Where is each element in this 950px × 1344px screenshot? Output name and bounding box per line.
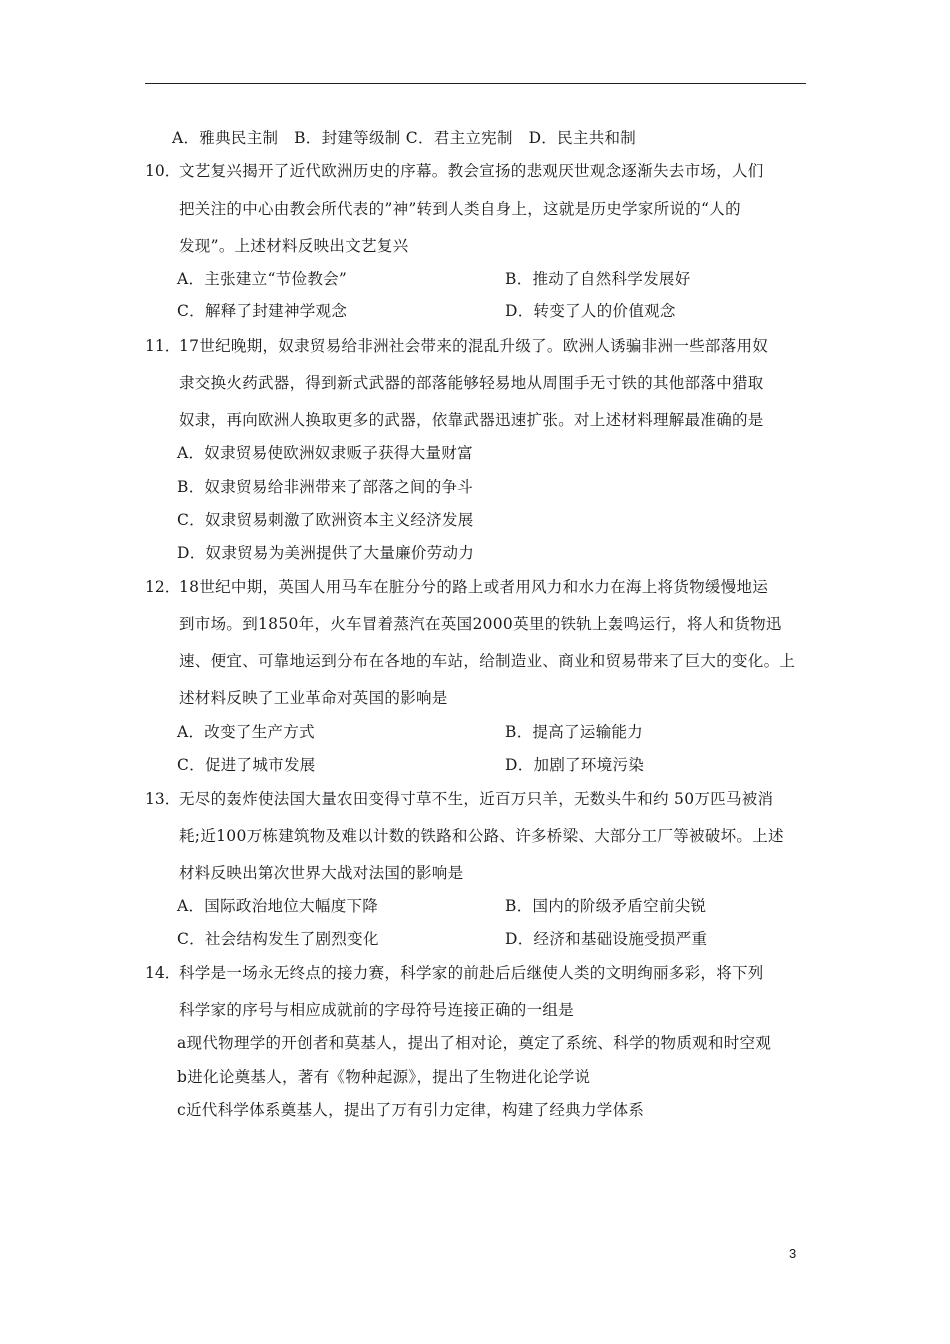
q13-stem-line-1: 无尽的轰炸使法国大量农田变得寸草不生，近百万只羊，无数头牛和约 50万匹马被消 bbox=[179, 790, 774, 808]
q10-stem-line-1: 文艺复兴揭开了近代欧洲历史的序幕。教会宣扬的悲观厌世观念逐渐失去市场，人们 bbox=[179, 162, 764, 180]
q10-option-d: D．转变了人的价值观念 bbox=[505, 302, 676, 320]
q12-number: 12． bbox=[145, 578, 181, 596]
q11-option-c: C．奴隶贸易刺激了欧洲资本主义经济发展 bbox=[177, 511, 474, 529]
q14-stem-line-2: 科学家的序号与相应成就前的字母符号连接正确的一组是 bbox=[179, 1001, 575, 1019]
q13-stem-line-3: 材料反映出第次世界大战对法国的影响是 bbox=[179, 864, 464, 882]
q11-number: 11． bbox=[145, 337, 181, 355]
q12-option-d: D．加剧了环境污染 bbox=[505, 756, 645, 774]
q12-option-c: C．促进了城市发展 bbox=[177, 756, 316, 774]
q12-stem-line-1: 18世纪中期，英国人用马车在脏分兮的路上或者用风力和水力在海上将货物缓慢地运 bbox=[179, 578, 769, 596]
q10-stem-line-3: 发现”。上述材料反映出文艺复兴 bbox=[179, 237, 409, 255]
q14-item-a: a现代物理学的开创者和莫基人，提出了相对论，奠定了系统、科学的物质观和时空观 bbox=[177, 1034, 772, 1052]
q12-option-a: A．改变了生产方式 bbox=[177, 723, 315, 741]
q10-number: 10． bbox=[145, 162, 181, 180]
q9-options: A．雅典民主制 B．封建等级制 C．君主立宪制 D．民主共和制 bbox=[172, 129, 637, 147]
header-rule bbox=[145, 83, 806, 84]
q11-option-d: D．奴隶贸易为美洲提供了大量廉价劳动力 bbox=[177, 544, 475, 562]
q11-stem-line-3: 奴隶，再向欧洲人换取更多的武器，依靠武器迅速扩张。对上述材料理解最准确的是 bbox=[179, 411, 764, 429]
q12-option-b: B．提高了运输能力 bbox=[505, 723, 644, 741]
q11-stem-line-1: 17世纪晚期，奴隶贸易给非洲社会带来的混乱升级了。欧洲人诱骗非洲一些部落用奴 bbox=[179, 337, 769, 355]
q13-option-b: B．国内的阶级矛盾空前尖锐 bbox=[505, 897, 707, 915]
page-number: 3 bbox=[789, 1246, 797, 1261]
q12-stem-line-4: 述材料反映了工业革命对英国的影响是 bbox=[179, 689, 448, 707]
q11-stem-line-2: 隶交换火药武器，得到新式武器的部落能够轻易地从周围手无寸铁的其他部落中猎取 bbox=[179, 374, 764, 392]
q10-option-b: B．推动了自然科学发展好 bbox=[505, 270, 691, 288]
q12-stem-line-2: 到市场。到1850年，火车冒着蒸汽在英国2000英里的铁轨上轰鸣运行，将人和货物迅 bbox=[179, 615, 782, 633]
q10-option-a: A．主张建立“节俭教会” bbox=[177, 270, 348, 288]
q14-stem-line-1: 科学是一场永无终点的接力赛，科学家的前赴后后继使人类的文明绚丽多彩，将下列 bbox=[179, 964, 764, 982]
q13-option-d: D．经济和基础设施受损严重 bbox=[505, 930, 708, 948]
q12-stem-line-3: 速、便宜、可靠地运到分布在各地的车站，给制造业、商业和贸易带来了巨大的变化。上 bbox=[179, 652, 796, 670]
q13-stem-line-2: 耗;近100万栋建筑物及难以计数的铁路和公路、许多桥梁、大部分工厂等被破坏。上述 bbox=[179, 827, 784, 845]
q10-stem-line-2: 把关注的中心由教会所代表的”神”转到人类自身上，这就是历史学家所说的“人的 bbox=[179, 200, 741, 218]
q13-option-c: C．社会结构发生了剧烈变化 bbox=[177, 930, 379, 948]
q13-option-a: A．国际政治地位大幅度下降 bbox=[177, 897, 379, 915]
q10-option-c: C．解释了封建神学观念 bbox=[177, 302, 348, 320]
q13-number: 13． bbox=[145, 790, 181, 808]
q14-item-b: b进化论奠基人，著有《物种起源》，提出了生物进化论学说 bbox=[177, 1068, 591, 1086]
q11-option-b: B．奴隶贸易给非洲带来了部落之间的争斗 bbox=[177, 478, 474, 496]
q14-item-c: c近代科学体系奠基人，提出了万有引力定律，构建了经典力学体系 bbox=[177, 1101, 645, 1119]
q14-number: 14． bbox=[145, 964, 181, 982]
q11-option-a: A．奴隶贸易使欧洲奴隶贩子获得大量财富 bbox=[177, 444, 473, 462]
